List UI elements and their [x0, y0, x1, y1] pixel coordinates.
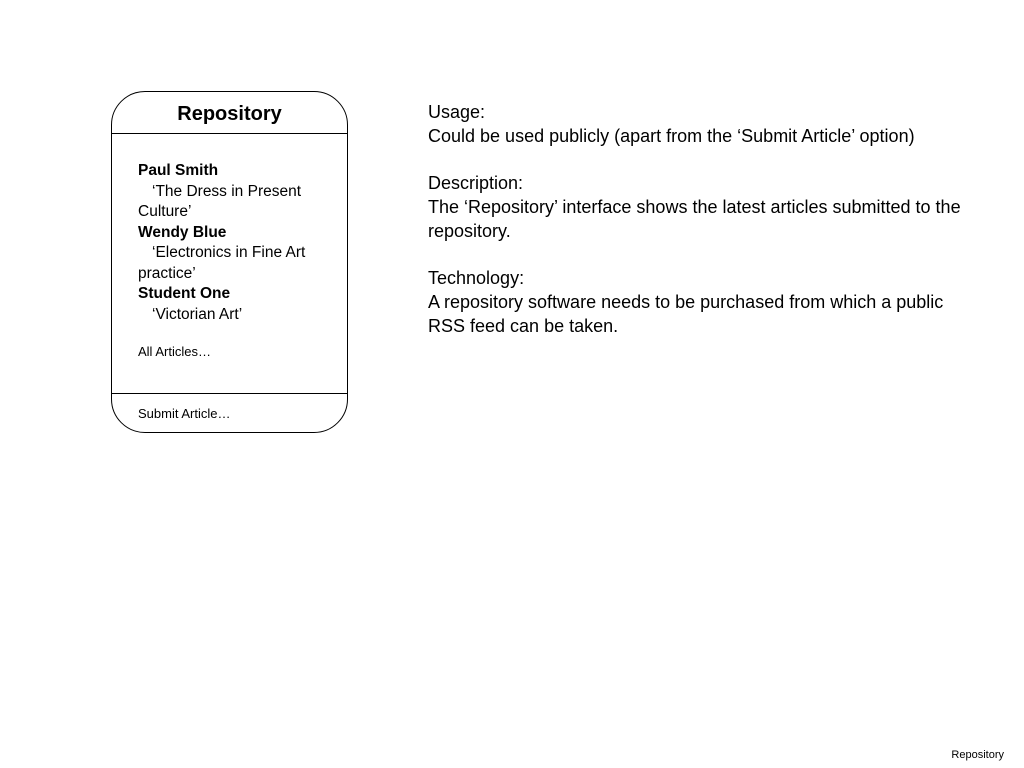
article-title[interactable]: ‘The Dress in Present Culture’	[138, 182, 302, 220]
slide-footer-label: Repository	[951, 749, 1004, 761]
usage-section	[428, 100, 973, 148]
widget-title: Repository	[112, 92, 347, 134]
article-list	[138, 161, 343, 325]
article-author: Wendy Blue	[138, 223, 227, 241]
repository-widget	[111, 91, 348, 433]
notes-panel	[428, 100, 973, 361]
article-item[interactable]	[138, 161, 343, 223]
usage-text: Could be used publicly (apart from the ‘Submit Article’ option)	[428, 126, 915, 146]
article-title[interactable]: ‘Victorian Art’	[152, 305, 243, 323]
description-text: The ‘Repository’ interface shows the latest articles submitted to the repository.	[428, 197, 961, 241]
description-section	[428, 171, 973, 243]
technology-heading: Technology:	[428, 268, 525, 288]
technology-section	[428, 266, 973, 338]
article-title[interactable]: ‘Electronics in Fine Art practice’	[138, 244, 306, 282]
description-heading: Description:	[428, 173, 524, 193]
technology-text: A repository software needs to be purchased from which a public RSS feed can be taken.	[428, 292, 944, 336]
article-item[interactable]	[138, 284, 343, 325]
article-author: Paul Smith	[138, 162, 219, 179]
submit-article-link[interactable]: Submit Article…	[138, 406, 231, 421]
article-author: Student One	[138, 285, 231, 302]
usage-heading: Usage:	[428, 102, 486, 122]
widget-divider	[112, 393, 347, 394]
article-item[interactable]	[138, 223, 343, 285]
all-articles-link[interactable]: All Articles…	[138, 344, 211, 359]
